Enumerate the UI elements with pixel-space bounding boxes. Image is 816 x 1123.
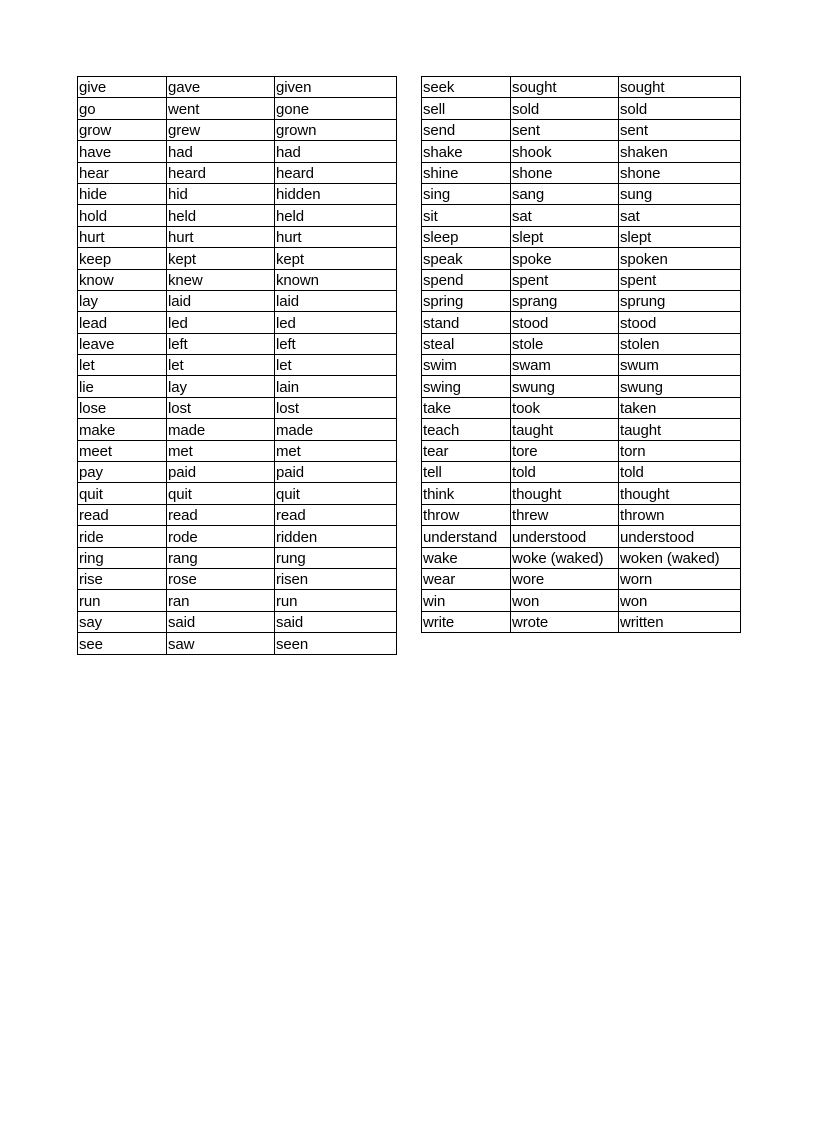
- past-simple-cell: met: [167, 440, 275, 461]
- past-participle-cell: paid: [275, 462, 397, 483]
- past-participle-cell: hidden: [275, 183, 397, 204]
- past-participle-cell: made: [275, 419, 397, 440]
- table-row: [422, 397, 741, 418]
- past-participle-cell: shone: [619, 162, 741, 183]
- table-row: [422, 526, 741, 547]
- base-form-cell: let: [78, 355, 167, 376]
- base-form-cell: teach: [422, 419, 511, 440]
- past-simple-cell: woke (waked): [511, 547, 619, 568]
- past-participle-cell: sought: [619, 77, 741, 98]
- table-row: [422, 376, 741, 397]
- table-row: [78, 376, 397, 397]
- table-row: [78, 77, 397, 98]
- past-simple-cell: rang: [167, 547, 275, 568]
- past-simple-cell: had: [167, 141, 275, 162]
- base-form-cell: understand: [422, 526, 511, 547]
- past-simple-cell: took: [511, 397, 619, 418]
- base-form-cell: hurt: [78, 226, 167, 247]
- base-form-cell: lead: [78, 312, 167, 333]
- table-row: [78, 590, 397, 611]
- base-form-cell: think: [422, 483, 511, 504]
- table-row: [422, 141, 741, 162]
- past-simple-cell: left: [167, 333, 275, 354]
- base-form-cell: tear: [422, 440, 511, 461]
- past-participle-cell: said: [275, 611, 397, 632]
- table-row: [422, 205, 741, 226]
- past-participle-cell: led: [275, 312, 397, 333]
- past-simple-cell: laid: [167, 290, 275, 311]
- base-form-cell: wake: [422, 547, 511, 568]
- irregular-verbs-table-right: [421, 76, 741, 633]
- table-row: [78, 397, 397, 418]
- table-row: [422, 269, 741, 290]
- table-row: [422, 226, 741, 247]
- past-simple-cell: led: [167, 312, 275, 333]
- past-participle-cell: told: [619, 462, 741, 483]
- base-form-cell: ride: [78, 526, 167, 547]
- past-participle-cell: known: [275, 269, 397, 290]
- past-simple-cell: heard: [167, 162, 275, 183]
- past-participle-cell: sold: [619, 98, 741, 119]
- table-row: [78, 462, 397, 483]
- base-form-cell: hear: [78, 162, 167, 183]
- past-participle-cell: sent: [619, 119, 741, 140]
- table-row: [78, 355, 397, 376]
- past-participle-cell: hurt: [275, 226, 397, 247]
- base-form-cell: sleep: [422, 226, 511, 247]
- base-form-cell: pay: [78, 462, 167, 483]
- past-simple-cell: slept: [511, 226, 619, 247]
- base-form-cell: make: [78, 419, 167, 440]
- past-simple-cell: saw: [167, 633, 275, 654]
- past-participle-cell: left: [275, 333, 397, 354]
- table-row: [422, 355, 741, 376]
- table-row: [78, 98, 397, 119]
- base-form-cell: swing: [422, 376, 511, 397]
- base-form-cell: have: [78, 141, 167, 162]
- past-simple-cell: sought: [511, 77, 619, 98]
- past-simple-cell: stood: [511, 312, 619, 333]
- past-participle-cell: stolen: [619, 333, 741, 354]
- table-row: [422, 119, 741, 140]
- past-participle-cell: rung: [275, 547, 397, 568]
- past-participle-cell: shaken: [619, 141, 741, 162]
- table-row: [422, 568, 741, 589]
- past-simple-cell: made: [167, 419, 275, 440]
- table-row: [422, 98, 741, 119]
- past-participle-cell: met: [275, 440, 397, 461]
- past-simple-cell: swung: [511, 376, 619, 397]
- past-participle-cell: sprung: [619, 290, 741, 311]
- past-simple-cell: spent: [511, 269, 619, 290]
- past-simple-cell: won: [511, 590, 619, 611]
- past-participle-cell: grown: [275, 119, 397, 140]
- base-form-cell: leave: [78, 333, 167, 354]
- past-simple-cell: tore: [511, 440, 619, 461]
- past-participle-cell: woken (waked): [619, 547, 741, 568]
- past-simple-cell: rose: [167, 568, 275, 589]
- past-simple-cell: taught: [511, 419, 619, 440]
- past-simple-cell: sprang: [511, 290, 619, 311]
- base-form-cell: meet: [78, 440, 167, 461]
- past-participle-cell: taught: [619, 419, 741, 440]
- base-form-cell: send: [422, 119, 511, 140]
- past-simple-cell: wrote: [511, 611, 619, 632]
- past-simple-cell: ran: [167, 590, 275, 611]
- past-simple-cell: knew: [167, 269, 275, 290]
- table-row: [78, 419, 397, 440]
- past-participle-cell: torn: [619, 440, 741, 461]
- table-row: [422, 248, 741, 269]
- past-simple-cell: lost: [167, 397, 275, 418]
- base-form-cell: write: [422, 611, 511, 632]
- past-participle-cell: stood: [619, 312, 741, 333]
- past-simple-cell: gave: [167, 77, 275, 98]
- past-simple-cell: let: [167, 355, 275, 376]
- past-participle-cell: kept: [275, 248, 397, 269]
- table-row: [422, 504, 741, 525]
- past-participle-cell: run: [275, 590, 397, 611]
- table-row: [78, 333, 397, 354]
- table-row: [78, 290, 397, 311]
- base-form-cell: ring: [78, 547, 167, 568]
- base-form-cell: sell: [422, 98, 511, 119]
- table-row: [78, 119, 397, 140]
- table-row: [422, 419, 741, 440]
- table-body: [78, 77, 397, 655]
- irregular-verbs-table-left: [77, 76, 397, 655]
- past-simple-cell: understood: [511, 526, 619, 547]
- table-row: [78, 312, 397, 333]
- base-form-cell: keep: [78, 248, 167, 269]
- base-form-cell: give: [78, 77, 167, 98]
- past-participle-cell: swung: [619, 376, 741, 397]
- past-simple-cell: read: [167, 504, 275, 525]
- table-row: [422, 77, 741, 98]
- table-row: [78, 248, 397, 269]
- past-participle-cell: swum: [619, 355, 741, 376]
- base-form-cell: sing: [422, 183, 511, 204]
- table-row: [422, 590, 741, 611]
- past-participle-cell: gone: [275, 98, 397, 119]
- base-form-cell: lie: [78, 376, 167, 397]
- base-form-cell: go: [78, 98, 167, 119]
- table-row: [422, 611, 741, 632]
- base-form-cell: swim: [422, 355, 511, 376]
- past-participle-cell: let: [275, 355, 397, 376]
- past-simple-cell: told: [511, 462, 619, 483]
- base-form-cell: shine: [422, 162, 511, 183]
- past-simple-cell: sold: [511, 98, 619, 119]
- base-form-cell: seek: [422, 77, 511, 98]
- past-simple-cell: thought: [511, 483, 619, 504]
- table-row: [422, 183, 741, 204]
- base-form-cell: speak: [422, 248, 511, 269]
- past-simple-cell: quit: [167, 483, 275, 504]
- past-simple-cell: wore: [511, 568, 619, 589]
- past-participle-cell: heard: [275, 162, 397, 183]
- past-participle-cell: taken: [619, 397, 741, 418]
- base-form-cell: throw: [422, 504, 511, 525]
- base-form-cell: lay: [78, 290, 167, 311]
- base-form-cell: run: [78, 590, 167, 611]
- past-participle-cell: spent: [619, 269, 741, 290]
- base-form-cell: spring: [422, 290, 511, 311]
- past-simple-cell: shone: [511, 162, 619, 183]
- past-simple-cell: sat: [511, 205, 619, 226]
- table-row: [78, 205, 397, 226]
- table-row: [78, 440, 397, 461]
- past-simple-cell: lay: [167, 376, 275, 397]
- table-row: [78, 611, 397, 632]
- past-participle-cell: ridden: [275, 526, 397, 547]
- base-form-cell: sit: [422, 205, 511, 226]
- past-participle-cell: held: [275, 205, 397, 226]
- past-participle-cell: lain: [275, 376, 397, 397]
- table-row: [422, 162, 741, 183]
- table-row: [422, 440, 741, 461]
- base-form-cell: lose: [78, 397, 167, 418]
- table-row: [78, 526, 397, 547]
- past-simple-cell: stole: [511, 333, 619, 354]
- base-form-cell: read: [78, 504, 167, 525]
- past-simple-cell: kept: [167, 248, 275, 269]
- base-form-cell: stand: [422, 312, 511, 333]
- past-simple-cell: held: [167, 205, 275, 226]
- table-row: [78, 183, 397, 204]
- past-simple-cell: spoke: [511, 248, 619, 269]
- past-participle-cell: had: [275, 141, 397, 162]
- table-row: [78, 504, 397, 525]
- base-form-cell: shake: [422, 141, 511, 162]
- past-simple-cell: shook: [511, 141, 619, 162]
- past-simple-cell: sent: [511, 119, 619, 140]
- past-participle-cell: risen: [275, 568, 397, 589]
- past-participle-cell: seen: [275, 633, 397, 654]
- past-simple-cell: said: [167, 611, 275, 632]
- past-participle-cell: thrown: [619, 504, 741, 525]
- past-simple-cell: hurt: [167, 226, 275, 247]
- past-participle-cell: sung: [619, 183, 741, 204]
- table-row: [78, 269, 397, 290]
- past-participle-cell: understood: [619, 526, 741, 547]
- past-participle-cell: laid: [275, 290, 397, 311]
- table-row: [78, 568, 397, 589]
- past-simple-cell: sang: [511, 183, 619, 204]
- base-form-cell: say: [78, 611, 167, 632]
- base-form-cell: win: [422, 590, 511, 611]
- past-participle-cell: read: [275, 504, 397, 525]
- past-participle-cell: lost: [275, 397, 397, 418]
- base-form-cell: spend: [422, 269, 511, 290]
- base-form-cell: wear: [422, 568, 511, 589]
- base-form-cell: hide: [78, 183, 167, 204]
- table-row: [422, 290, 741, 311]
- past-participle-cell: spoken: [619, 248, 741, 269]
- base-form-cell: tell: [422, 462, 511, 483]
- past-simple-cell: rode: [167, 526, 275, 547]
- past-participle-cell: sat: [619, 205, 741, 226]
- table-row: [422, 462, 741, 483]
- past-simple-cell: threw: [511, 504, 619, 525]
- base-form-cell: see: [78, 633, 167, 654]
- table-row: [422, 312, 741, 333]
- past-participle-cell: quit: [275, 483, 397, 504]
- past-participle-cell: worn: [619, 568, 741, 589]
- past-participle-cell: won: [619, 590, 741, 611]
- table-row: [422, 547, 741, 568]
- past-simple-cell: swam: [511, 355, 619, 376]
- past-simple-cell: hid: [167, 183, 275, 204]
- past-participle-cell: thought: [619, 483, 741, 504]
- base-form-cell: hold: [78, 205, 167, 226]
- table-body: [422, 77, 741, 633]
- past-simple-cell: grew: [167, 119, 275, 140]
- table-row: [78, 483, 397, 504]
- table-row: [422, 333, 741, 354]
- past-participle-cell: slept: [619, 226, 741, 247]
- base-form-cell: grow: [78, 119, 167, 140]
- past-participle-cell: written: [619, 611, 741, 632]
- base-form-cell: take: [422, 397, 511, 418]
- table-row: [78, 162, 397, 183]
- table-row: [78, 141, 397, 162]
- table-row: [78, 633, 397, 654]
- base-form-cell: know: [78, 269, 167, 290]
- base-form-cell: steal: [422, 333, 511, 354]
- base-form-cell: rise: [78, 568, 167, 589]
- base-form-cell: quit: [78, 483, 167, 504]
- past-simple-cell: paid: [167, 462, 275, 483]
- past-simple-cell: went: [167, 98, 275, 119]
- table-row: [422, 483, 741, 504]
- past-participle-cell: given: [275, 77, 397, 98]
- table-row: [78, 226, 397, 247]
- table-row: [78, 547, 397, 568]
